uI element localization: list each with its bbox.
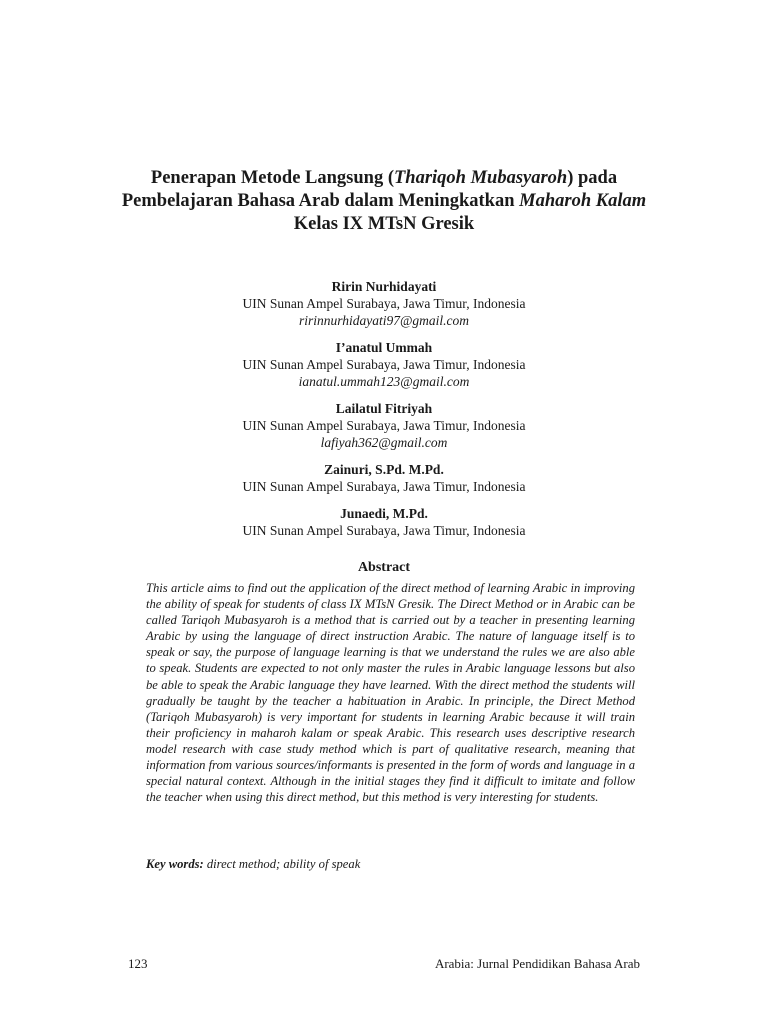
author-block (60, 400, 708, 451)
title-line-3: Kelas IX MTsN Gresik (293, 214, 475, 234)
author-block (60, 339, 708, 390)
abstract-heading: Abstract (357, 560, 411, 575)
keywords-label: Key words: (146, 857, 204, 871)
author-name: Zainuri, S.Pd. M.Pd. (324, 462, 444, 477)
author-name: Junaedi, M.Pd. (340, 506, 428, 521)
author-name: Lailatul Fitriyah (335, 401, 433, 416)
author-name: I’anatul Ummah (335, 340, 433, 355)
author-affiliation: UIN Sunan Ampel Surabaya, Jawa Timur, Indonesia (242, 418, 526, 433)
author-email: lafiyah362@gmail.com (320, 435, 448, 450)
abstract-body: This article aims to find out the application of the direct method of learning Arabic in improving the ability of speak for students of class IX MTsN Gresik. The Direct Method or in Arabic can be called Tariqoh Mubasyaroh is a method that is carried out by a teacher in presenting learning Arabic by using the language of direct instruction Arabic. The nature of language itself is to speak or say, the purpose of language learning is that we understand the rules we are also able to speak. Students are expected to not only master the rules in Arabic language lessons but also be able to speak the Arabic language they have learned. With the direct method the students will gradually be taught by the teacher a habituation in Arabic. In principle, the Direct Method (Tariqoh Mubasyaroh) is very important for students in learning Arabic because it will train their proficiency in maharoh kalam or speak Arabic. This research uses descriptive research model research with case study method which is part of qualitative research, meaning that information from various sources/informants is presented in the form of words and language in a special natural context. Although in the initial stages they find it difficult to imitate and follow the teacher when using this direct method, but this method is very interesting for students. (146, 581, 635, 805)
author-affiliation: UIN Sunan Ampel Surabaya, Jawa Timur, Indonesia (242, 523, 526, 538)
author-block (60, 278, 708, 329)
page-number: 123 (128, 956, 148, 971)
author-affiliation: UIN Sunan Ampel Surabaya, Jawa Timur, Indonesia (242, 296, 526, 311)
author-name: Ririn Nurhidayati (331, 279, 437, 294)
author-block (60, 505, 708, 539)
journal-name: Arabia: Jurnal Pendidikan Bahasa Arab (434, 956, 640, 971)
author-block (60, 461, 708, 495)
author-email: ririnnurhidayati97@gmail.com (298, 313, 470, 328)
title-line-1: Penerapan Metode Langsung (Thariqoh Mubasyaroh) pada (150, 168, 618, 188)
page-footer (128, 956, 640, 972)
keywords-value: direct method; ability of speak (203, 857, 361, 871)
author-affiliation: UIN Sunan Ampel Surabaya, Jawa Timur, Indonesia (242, 479, 526, 494)
author-email: ianatul.ummah123@gmail.com (298, 374, 470, 389)
title-line-2: Pembelajaran Bahasa Arab dalam Meningkatkan Maharoh Kalam (121, 191, 647, 211)
author-list (60, 278, 708, 549)
paper-title (60, 167, 708, 236)
keywords (146, 856, 635, 872)
author-affiliation: UIN Sunan Ampel Surabaya, Jawa Timur, Indonesia (242, 357, 526, 372)
